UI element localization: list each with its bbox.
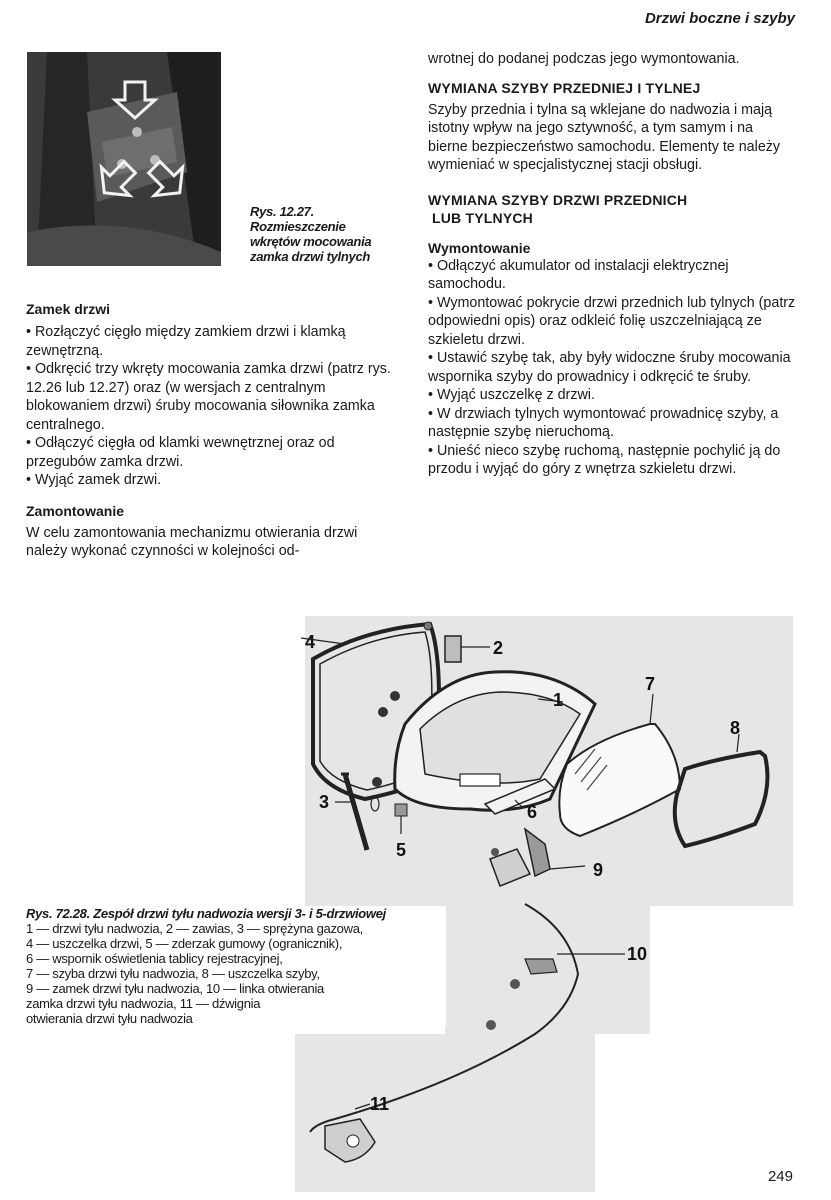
- hinge-shape: [445, 636, 461, 662]
- diagram-caption-line: 4 — uszczelka drzwi, 5 — zderzak gumowy (ogranicznik),: [26, 936, 343, 951]
- callout-10: 10: [627, 944, 648, 964]
- callout-8: 8: [730, 718, 741, 738]
- bullet-item: • Wymontować pokrycie drzwi przednich lub tylnych (patrz odpowiedni opis) oraz odkleić folię uszczelniającą ze szkieletu drzwi.: [428, 294, 796, 348]
- page-number: 249: [767, 1168, 793, 1185]
- callout-2: 2: [493, 638, 504, 658]
- callout-11: 11: [370, 1094, 390, 1114]
- photo-caption-line: Rys. 12.27.: [250, 204, 314, 219]
- callout-4: 4: [305, 632, 316, 652]
- section-heading-door-glass-line2: LUB TYLNYCH: [432, 209, 533, 226]
- callout-3: 3: [319, 792, 330, 812]
- diagram-caption-line: 1 — drzwi tyłu nadwozia, 2 — zawias, 3 — sprężyna gazowa,: [26, 921, 363, 936]
- diagram-bg-lower: [295, 1034, 595, 1192]
- tailgate-exploded-diagram: [295, 614, 795, 1194]
- diagram-caption: [26, 906, 446, 1026]
- diagram-caption-line: otwierania drzwi tyłu nadwozia: [26, 1011, 193, 1026]
- body-paragraph: Szyby przednia i tylna są wklejane do nadwozia i mają istotny wpływ na jego sztywność, a tym samym i na bierne bezpieczeństwo samochodu. Elementy te należy wymieniać w specjalistycznej stacji obsługi.: [428, 101, 781, 173]
- diagram-caption-title: Rys. 72.28. Zespół drzwi tyłu nadwozia wersji 3- i 5-drzwiowej: [26, 906, 386, 921]
- diagram-caption-line: 6 — wspornik oświetlenia tablicy rejestracyjnej,: [26, 951, 283, 966]
- tailgate-diagram-drawing: [295, 614, 795, 1194]
- rubber-stop-shape: [395, 804, 407, 816]
- section-heading-zamek: Zamek drzwi: [26, 301, 111, 317]
- bullet-item: • Wyjąć zamek drzwi.: [26, 472, 162, 488]
- photo-caption-line: wkrętów mocowania: [250, 234, 372, 249]
- bullet-item: • Odłączyć akumulator od instalacji elektrycznej samochodu.: [428, 257, 729, 292]
- callout-9: 9: [593, 860, 604, 880]
- body-paragraph: wrotnej do podanej podczas jego wymontowania.: [428, 51, 740, 67]
- callout-5: 5: [396, 840, 407, 860]
- bullet-item: • Unieść nieco szybę ruchomą, następnie pochylić ją do przodu i wyjąć do góry z wnętrza szkieletu drzwi.: [428, 442, 781, 477]
- lock-screws-photo: [27, 52, 221, 266]
- bullet-item: • Wyjąć uszczelkę z drzwi.: [428, 387, 595, 403]
- bullet-item: • Ustawić szybę tak, aby były widoczne śruby mocowania wspornika szyby do prowadnicy i odkręcić te śruby.: [428, 350, 791, 385]
- photo-caption-line: Rozmieszczenie: [250, 219, 346, 234]
- section-heading-zamontowanie: Zamontowanie: [26, 502, 125, 519]
- body-paragraph: W celu zamontowania mechanizmu otwierania drzwi należy wykonać czynności w kolejności od-: [26, 524, 358, 559]
- section-heading-front-rear-glass: WYMIANA SZYBY PRZEDNIEJ I TYLNEJ: [428, 79, 701, 96]
- right-column: [428, 50, 796, 479]
- diagram-caption-line: zamka drzwi tyłu nadwozia, 11 — dźwignia: [26, 996, 261, 1011]
- diagram-caption-line: 9 — zamek drzwi tyłu nadwozia, 10 — linka otwierania: [26, 981, 324, 996]
- section-heading-door-glass: WYMIANA SZYBY DRZWI PRZEDNICH: [428, 191, 688, 208]
- bullet-item: • Odkręcić trzy wkręty mocowania zamka drzwi (patrz rys. 12.26 lub 12.27) oraz (w wersjach z centralnym blokowaniem drzwi) śruby mocowania siłownika zamka centralnego.: [26, 361, 391, 433]
- bullet-item: • W drzwiach tylnych wymontować prowadnicę szyby, a następnie szybę nieruchomą.: [428, 405, 779, 440]
- left-column: [26, 300, 392, 561]
- photo-caption: [250, 204, 400, 264]
- running-header: Drzwi boczne i szyby: [644, 10, 795, 27]
- bullet-item: • Rozłączyć cięgło między zamkiem drzwi i klamką zewnętrzną.: [26, 324, 346, 359]
- section-heading-wymontowanie: Wymontowanie: [428, 239, 531, 256]
- diagram-caption-line: 7 — szyba drzwi tyłu nadwozia, 8 — uszczelka szyby,: [26, 966, 320, 981]
- photo-caption-line: zamka drzwi tylnych: [250, 249, 371, 264]
- lock-screws-photo-drawing: [27, 52, 221, 266]
- callout-1: 1: [553, 690, 564, 710]
- callout-6: 6: [527, 802, 538, 822]
- callout-7: 7: [645, 674, 656, 694]
- bullet-item: • Odłączyć cięgła od klamki wewnętrznej oraz od przegubów zamka drzwi.: [26, 435, 335, 470]
